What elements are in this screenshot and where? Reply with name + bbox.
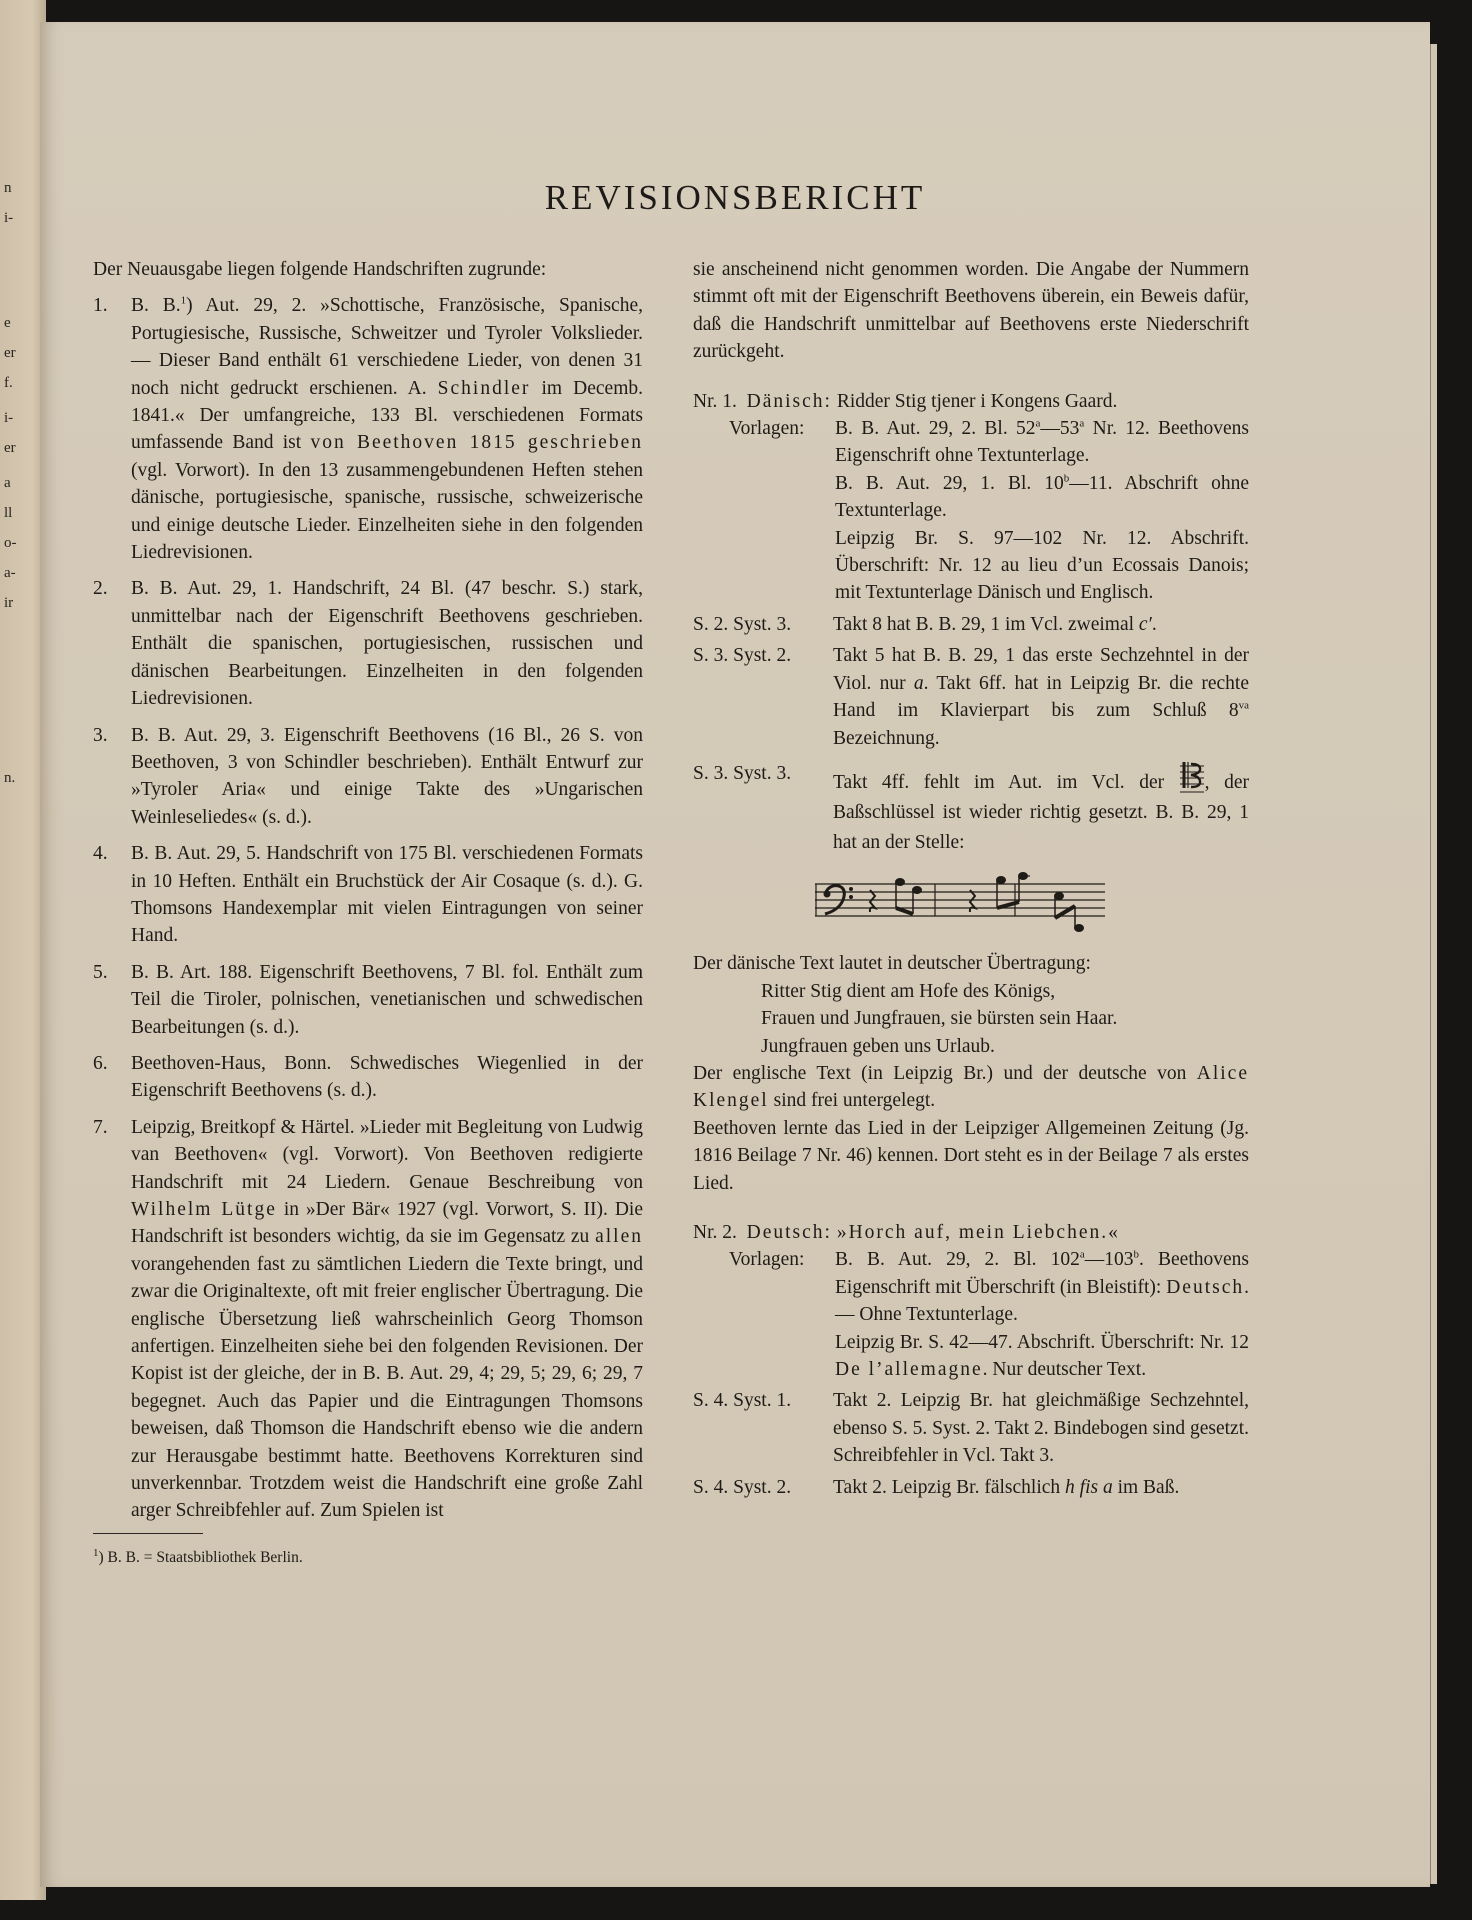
text-part: Der englische Text (in Leipzig Br.) und der deutsche von xyxy=(693,1062,1197,1084)
note-location: S. 2. Syst. 3. xyxy=(693,613,792,635)
note-head xyxy=(1075,924,1084,931)
song-section-1 xyxy=(693,388,1249,1197)
note-text xyxy=(833,760,1249,858)
revision-note xyxy=(693,611,1249,638)
vorlage-text: . — Ohne Textunterlage. xyxy=(835,1276,1249,1326)
item-number: 1. xyxy=(93,295,108,317)
song-number: Nr. 1. xyxy=(693,390,737,412)
source-text: in »Der Bär« 1927 (vgl. Vorwort, S. II). Die Handschrift ist besonders wichtig, da sie im Gegensatz zu xyxy=(131,1199,643,1248)
vorlagen xyxy=(693,415,1249,607)
source-item-7 xyxy=(93,1114,643,1525)
revision-note xyxy=(693,1387,1249,1469)
page-edge xyxy=(1430,44,1437,1884)
left-column xyxy=(93,256,643,1571)
vorlage-text: —11. Abschrift ohne Textunterlage. xyxy=(835,472,1249,522)
song-language: Deutsch: xyxy=(746,1221,832,1243)
text-part: sind frei untergelegt. xyxy=(768,1090,936,1112)
note-text-part: Takt 5 hat B. B. 29, 1 das erste Sechzehntel in der Viol. nur xyxy=(833,645,1249,694)
source-text: B. B. Aut. 29, 3. Eigenschrift Beethovens (16 Bl., 26 S. von Beethoven, 3 von Schindler beschrieben). Enthält Entwurf zur »Tyroler Aria« und einige Takte des »Ungarischen Weinleseliedes« (s. d.). xyxy=(131,724,643,828)
beam xyxy=(997,902,1019,908)
vorlage-text: B. B. Aut. 29, 2. Bl. 102 xyxy=(835,1249,1080,1271)
source-item-4 xyxy=(93,840,643,950)
facing-page-fragment: n xyxy=(4,180,12,196)
note-location: S. 4. Syst. 1. xyxy=(693,1390,792,1412)
note-text-part: Takt 2. Leipzig Br. fälschlich xyxy=(833,1476,1066,1498)
vorlage-text: —103 xyxy=(1084,1249,1134,1271)
song-heading xyxy=(693,388,1249,415)
facing-page-fragment: i- xyxy=(4,210,14,226)
vorlage-entry xyxy=(835,1329,1249,1384)
vorlage-text: —53 xyxy=(1040,418,1080,440)
text-note: Beethoven lernte das Lied in der Leipziger Allgemeinen Zeitung (Jg. 1816 Beilage 7 Nr. 46) kennen. Dort steht es in der Beilage 7 als erstes Lied. xyxy=(693,1117,1249,1194)
footnote-text: ) B. B. = Staatsbibliothek Berlin. xyxy=(98,1548,303,1566)
item-number: 2. xyxy=(93,578,108,600)
facing-page-fragment: ll xyxy=(4,505,13,521)
vorlage-text: B. B. Aut. 29, 1. Bl. 10 xyxy=(835,472,1064,494)
quarter-rest xyxy=(970,890,975,912)
spaced-text: Deutsch xyxy=(1166,1276,1245,1298)
source-item-2 xyxy=(93,575,643,712)
note-head xyxy=(913,886,922,893)
note-location: S. 4. Syst. 2. xyxy=(693,1476,792,1498)
tenor-clef-icon xyxy=(1179,760,1205,794)
source-item-1 xyxy=(93,292,643,566)
note-text-part: . Takt 6ff. hat in Leipzig Br. die rechte Hand im Klavierpart bis zum Schluß 8 xyxy=(833,672,1249,722)
person-name: Wilhelm Lütge xyxy=(131,1199,277,1220)
revision-note xyxy=(693,760,1249,858)
text-note xyxy=(693,1060,1249,1115)
item-number: 6. xyxy=(93,1052,108,1074)
revision-note xyxy=(693,642,1249,752)
superscript: b xyxy=(1063,472,1070,485)
vorlage-entry: Leipzig Br. S. 97—102 Nr. 12. Abschrift. Überschrift: Nr. 12 au lieu d’un Ecossais Danois; mit Textunterlage Dänisch und Englisch. xyxy=(835,527,1249,604)
superscript: b xyxy=(1133,1248,1140,1261)
vorlage-text: . Nur deutscher Text. xyxy=(982,1359,1147,1380)
song-title: »Horch auf, mein Liebchen.« xyxy=(836,1221,1120,1243)
source-text: (vgl. Vorwort). In den 13 zusammengebundenen Heften stehen dänische, portugiesische, spanische, russische, schweizerische und einige deutsche Lieder. Einzelheiten siehe in den folgenden Liedrevisionen. xyxy=(131,459,643,564)
note-head xyxy=(997,876,1006,883)
note-text xyxy=(833,642,1249,752)
vorlagen-label: Vorlagen: xyxy=(729,1249,805,1271)
vorlagen-label: Vorlagen: xyxy=(729,418,805,440)
translation-line: Jungfrauen geben uns Urlaub. xyxy=(761,1035,995,1057)
facing-page-fragment: er xyxy=(4,440,16,456)
superscript: a xyxy=(1079,417,1085,430)
source-text: ) Aut. 29, 2. »Schottische, Französische, Spanische, Portugiesische, Russische, Schweitzer und Tyroler Volkslieder. — Dieser Band enthält 61 verschiedene Lieder, von denen 31 noch nicht gedruckt erschienen. A. xyxy=(131,295,643,399)
superscript: a xyxy=(1035,417,1041,430)
superscript: a xyxy=(1079,1248,1085,1261)
source-item-5 xyxy=(93,959,643,1041)
vorlage-text: Leipzig Br. S. 42—47. Abschrift. Überschrift: Nr. 12 xyxy=(835,1331,1249,1353)
music-example xyxy=(815,872,1105,932)
vorlage-text: . Beethovens Eigenschrift mit Überschrift (in Bleistift): xyxy=(835,1249,1249,1298)
revision-note xyxy=(693,1474,1249,1501)
note-head xyxy=(896,878,905,885)
note-text-part: im Baß. xyxy=(1112,1476,1180,1498)
vorlage-entry xyxy=(835,470,1249,525)
source-text: B. B. Aut. 29, 5. Handschrift von 175 Bl. verschiedenen Formats in 10 Heften. Enthält ein Bruchstück der Air Cosaque (s. d.). G. Thomsons Handexemplar mit vielen Eintragungen von seiner Hand. xyxy=(131,843,643,947)
person-name: Schindler xyxy=(437,377,531,399)
song-language: Dänisch: xyxy=(746,390,832,412)
note-text xyxy=(833,1474,1249,1501)
vorlagen xyxy=(693,1246,1249,1383)
spaced-text: allen xyxy=(595,1226,643,1248)
song-title: Ridder Stig tjener i Kongens Gaard. xyxy=(836,390,1118,412)
source-text: B. B. xyxy=(131,295,181,317)
right-column xyxy=(693,256,1249,1501)
beam xyxy=(896,908,913,914)
note-location: S. 3. Syst. 2. xyxy=(693,645,792,667)
note-pitch: c′ xyxy=(1138,613,1152,635)
facing-page-fragment: ir xyxy=(4,595,14,611)
vorlage-entry xyxy=(835,1246,1249,1328)
facing-page-fragment: er xyxy=(4,345,16,361)
source-text: Beethoven-Haus, Bonn. Schwedisches Wiegenlied in der Eigenschrift Beethovens (s. d.). xyxy=(131,1052,643,1102)
translation-line: Ritter Stig dient am Hofe des Königs, xyxy=(761,980,1056,1002)
spaced-text: von Beethoven 1815 geschrieben xyxy=(310,432,643,454)
footnote-ref[interactable]: 1 xyxy=(180,294,187,307)
footnote-mark: 1 xyxy=(93,1546,99,1559)
continuation-paragraph: sie anscheinend nicht genommen worden. Die Angabe der Nummern stimmt oft mit der Eigenschrift Beethovens überein, ein Beweis dafür, daß die Handschrift unmittelbar auf Beethovens erste Niederschrift zurückgeht. xyxy=(693,259,1249,363)
item-number: 5. xyxy=(93,961,108,983)
note-text xyxy=(833,611,1249,638)
footnote-rule xyxy=(93,1533,203,1534)
facing-page-fragment: e xyxy=(4,315,11,331)
superscript: va xyxy=(1238,699,1249,712)
song-heading xyxy=(693,1219,1249,1246)
translation-intro: Der dänische Text lautet in deutscher Übertragung: xyxy=(693,953,1091,975)
source-text: B. B. Art. 188. Eigenschrift Beethovens, 7 Bl. fol. Enthält zum Teil die Tiroler, polnischen, venetianischen und schwedischen Bearbeitungen (s. d.). xyxy=(131,961,643,1038)
facing-page-fragment: o- xyxy=(4,535,17,551)
person-name: Alice Klengel xyxy=(693,1062,1249,1112)
vorlage-entry xyxy=(835,415,1249,470)
vorlagen-list xyxy=(835,415,1249,607)
facing-page-fragment: a xyxy=(4,475,11,491)
song-section-2 xyxy=(693,1219,1249,1501)
note-text-part: Bezeichnung. xyxy=(833,727,940,749)
vorlage-text: Nr. 12. Beethovens Eigenschrift ohne Textunterlage. xyxy=(835,418,1249,467)
note-text-part: . xyxy=(1151,613,1157,635)
quarter-rest xyxy=(870,890,875,912)
note-text-part: Takt 8 hat B. B. 29, 1 im Vcl. zweimal xyxy=(833,613,1139,635)
footnote xyxy=(93,1544,643,1571)
note-pitch: h fis a xyxy=(1065,1476,1113,1498)
facing-page-fragment: i- xyxy=(4,410,14,426)
facing-page-fragment: a- xyxy=(4,565,16,581)
song-number: Nr. 2. xyxy=(693,1221,737,1243)
source-text: B. B. Aut. 29, 1. Handschrift, 24 Bl. (47 beschr. S.) stark, unmittelbar nach der Eigenschrift Beethovens geschrieben. Enthält die spanischen, portugiesischen, russischen und dänischen Bearbeitungen. Einzelheiten in den folgenden Liedrevisionen. xyxy=(131,578,643,710)
facing-page-fragment: n. xyxy=(4,770,16,786)
source-item-6 xyxy=(93,1050,643,1105)
page-title: REVISIONSBERICHT xyxy=(544,178,926,217)
item-number: 4. xyxy=(93,843,108,865)
intro-paragraph: Der Neuausgabe liegen folgende Handschriften zugrunde: xyxy=(93,259,547,280)
note-text-part: Takt 4ff. fehlt im Aut. im Vcl. der xyxy=(833,771,1179,793)
note-location: S. 3. Syst. 3. xyxy=(693,762,792,784)
note-text: Takt 2. Leipzig Br. hat gleichmäßige Sechzehntel, ebenso S. 5. Syst. 2. Takt 2. Bindebogen sind gesetzt. Schreibfehler in Vcl. Takt 3. xyxy=(833,1390,1249,1467)
note-head xyxy=(1055,892,1064,899)
source-text: vorangehenden fast zu sämtlichen Liedern die Texte bringt, und zwar die Originaltexte, oft mit freier englischer Übertragung. Die englische Übersetzung ließ wahrscheinlich Georg Thomson anfertigen. Einzelheiten siehe bei den folgenden Revisionen. Der Kopist ist der gleiche, der in B. B. Aut. 29, 4; 29, 5; 29, 6; 29, 7 begegnet. Auch das Papier und die Eintragungen Thomsons beweisen, daß Thomson die Handschrift ebenso wie die andern zur Herausgabe bestimmt hatte. Beethovens Korrekturen sind unverkennbar. Trotzdem weist die Handschrift eine große Zahl arger Schreibfehler auf. Zum Spielen ist xyxy=(131,1253,643,1522)
source-item-3 xyxy=(93,722,643,832)
vorlage-text: B. B. Aut. 29, 2. Bl. 52 xyxy=(835,418,1036,440)
source-text: im Decemb. 1841.« Der umfangreiche, 133 Bl. verschiedenen Formats umfassende Band ist xyxy=(131,377,643,454)
facing-page-fragment: f. xyxy=(4,375,13,391)
vorlagen-list xyxy=(835,1246,1249,1383)
note-text-part: , der Baßschlüssel ist wieder richtig gesetzt. B. B. 29, 1 hat an der Stelle: xyxy=(833,771,1249,853)
translation-line: Frauen und Jungfrauen, sie bürsten sein Haar. xyxy=(761,1008,1118,1030)
item-number: 7. xyxy=(93,1116,108,1138)
note-pitch: a xyxy=(913,672,924,694)
source-text: Leipzig, Breitkopf & Härtel. »Lieder mit Begleitung von Ludwig van Beethoven« (vgl. Vorwort). Von Beethoven redigierte Handschrift mit 24 Liedern. Genaue Beschreibung von xyxy=(131,1116,643,1193)
item-number: 3. xyxy=(93,724,108,746)
spaced-text: De l’allemagne xyxy=(835,1359,983,1380)
